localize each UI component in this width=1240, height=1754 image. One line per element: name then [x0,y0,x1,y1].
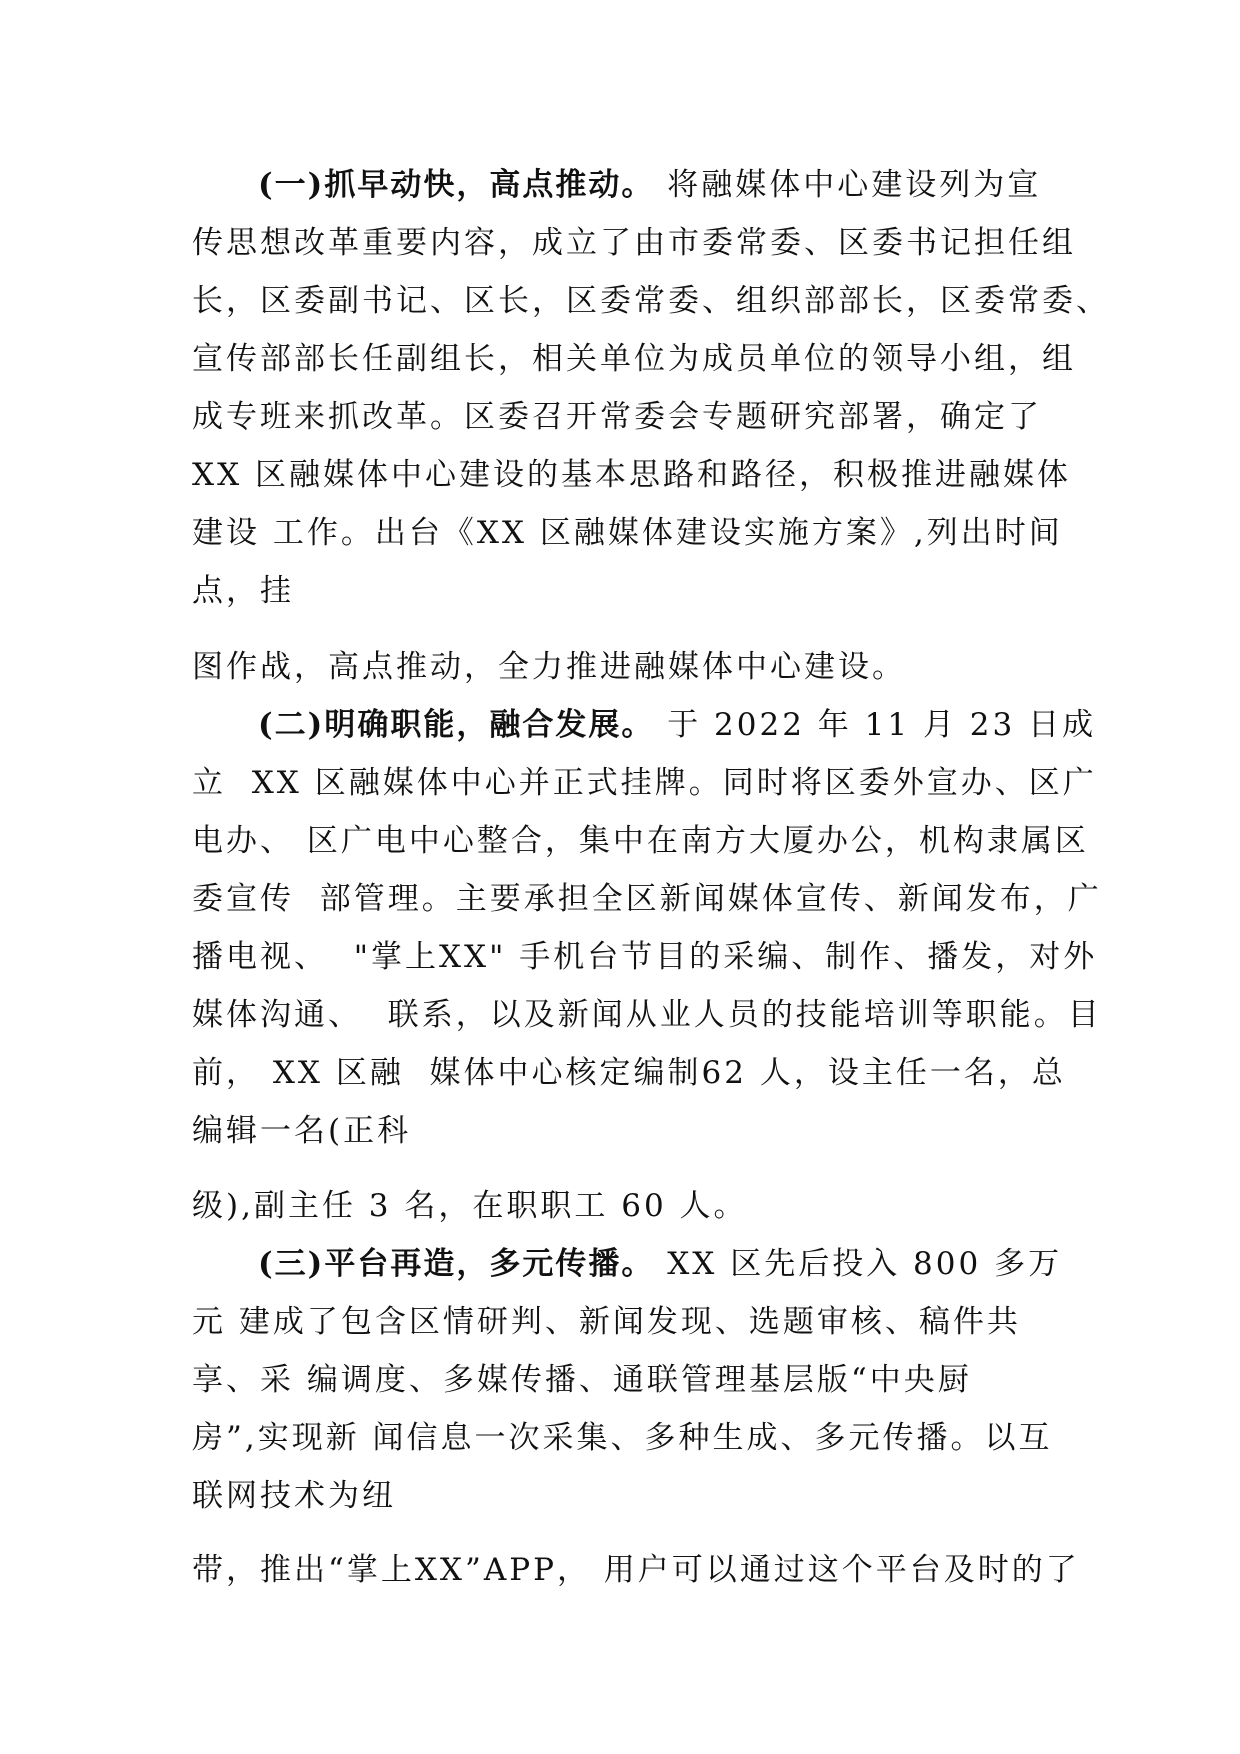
paragraph-line: XX 区融媒体中心建设的基本思路和路径，积极推进融媒体 [192,457,1071,493]
paragraph-line: 房”,实现新 闻信息一次采集、多种生成、多元传播。以互 [192,1420,1053,1456]
paragraph-line: 委宣传 部管理。主要承担全区新闻媒体宣传、新闻发布，广 [192,881,1102,917]
paragraph-line: 元 建成了包含区情研判、新闻发现、选题审核、稿件共 [192,1304,1021,1340]
paragraph-text: 于 2022 年 11 月 23 日成 [654,707,1097,743]
paragraph-line: 建设 工作。出台《XX 区融媒体建设实施方案》,列出时间 [192,515,1063,551]
section-heading: (三)平台再造，多元传播。 [258,1246,655,1282]
paragraph-line: 电办、 区广电中心整合，集中在南方大厦办公，机构隶属区 [192,823,1089,859]
paragraph-line [258,703,1096,747]
paragraph-line: 传思想改革重要内容，成立了由市委常委、区委书记担任组 [192,225,1076,261]
paragraph-text: XX 区先后投入 800 多万 [654,1246,1063,1282]
paragraph-line: 编辑一名(正科 [192,1113,412,1149]
paragraph-line: 前， XX 区融 媒体中心核定编制62 人，设主任一名，总 [192,1055,1066,1091]
paragraph-line: 级),副主任 3 名，在职职工 60 人。 [192,1188,748,1224]
paragraph-line: 长，区委副书记、区长，区委常委、组织部部长，区委常委、 [192,283,1110,319]
paragraph-line: 图作战，高点推动，全力推进融媒体中心建设。 [192,649,906,685]
paragraph-line: 成专班来抓改革。区委召开常委会专题研究部署，确定了 [192,399,1042,435]
paragraph-line: 播电视、 "掌上XX" 手机台节目的采编、制作、播发，对外 [192,939,1098,975]
paragraph-line: 带，推出“掌上XX”APP， 用户可以通过这个平台及时的了 [192,1552,1080,1588]
paragraph-text: 将融媒体中心建设列为宣 [654,167,1042,203]
paragraph-line [258,1242,1062,1286]
paragraph-line: 联网技术为纽 [192,1478,396,1514]
section-heading: (二)明确职能，融合发展。 [258,707,655,743]
section-heading: (一)抓早动快，高点推动。 [258,167,655,203]
paragraph-line: 媒体沟通、 联系，以及新闻从业人员的技能培训等职能。目 [192,997,1102,1033]
paragraph-line: 宣传部部长任副组长，相关单位为成员单位的领导小组，组 [192,341,1076,377]
paragraph-line [258,163,1041,207]
paragraph-line: 享、采 编调度、多媒传播、通联管理基层版“中央厨 [192,1362,972,1398]
paragraph-line: 点，挂 [192,573,294,609]
paragraph-line: 立 XX 区融媒体中心并正式挂牌。同时将区委外宣办、区广 [192,765,1097,801]
